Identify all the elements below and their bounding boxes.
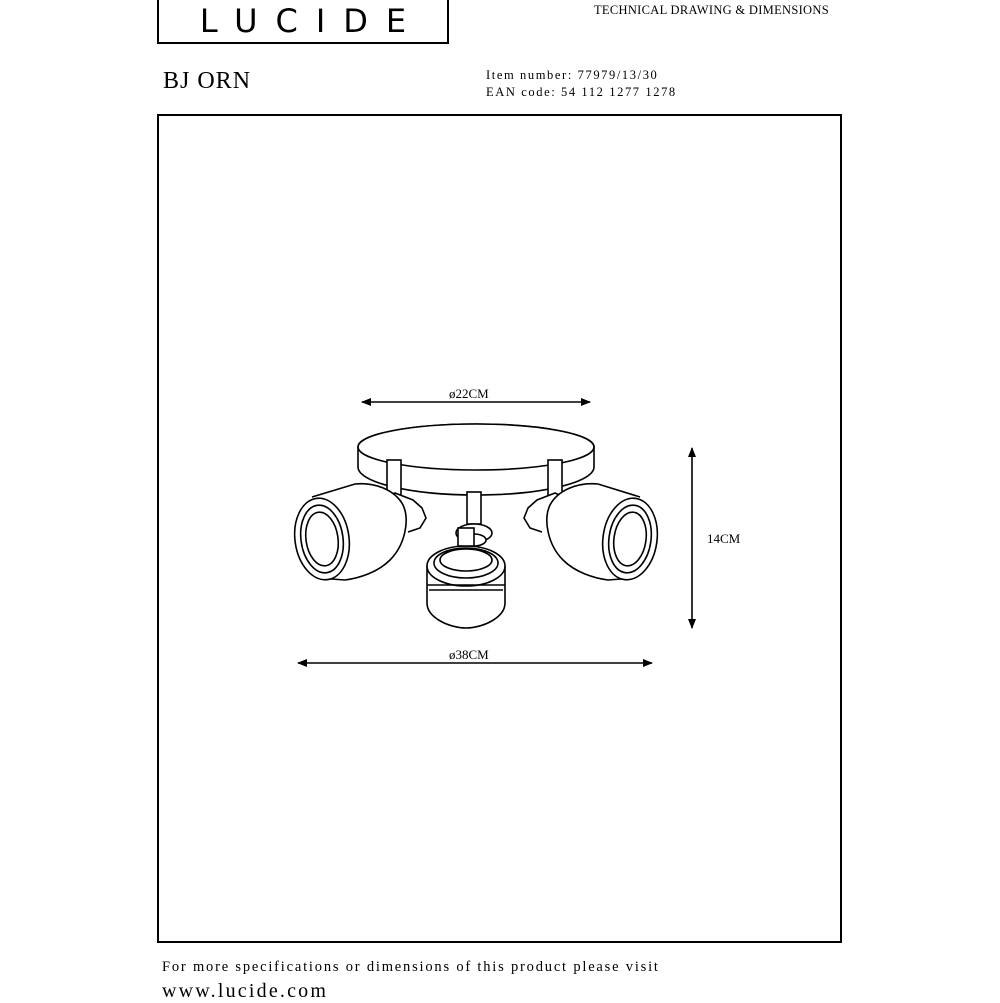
right-spot: [547, 484, 663, 584]
brand-logo-text: LUCIDE: [199, 2, 425, 40]
document-type: TECHNICAL DRAWING & DIMENSIONS: [594, 3, 829, 17]
dim-label-top: ø22CM: [449, 386, 489, 401]
left-spot: [290, 484, 407, 584]
footer-text: For more specifications or dimensions of this product please visit: [162, 959, 660, 975]
item-number: Item number: 77979/13/30: [486, 68, 659, 82]
center-spot: [427, 528, 505, 628]
ean-code: EAN code: 54 112 1277 1278: [486, 85, 677, 99]
dim-label-height: 14CM: [707, 531, 741, 546]
dim-label-bottom: ø38CM: [449, 647, 489, 662]
footer-website-link[interactable]: www.lucide.com: [162, 980, 329, 1002]
product-name: BJ ORN: [163, 68, 252, 94]
